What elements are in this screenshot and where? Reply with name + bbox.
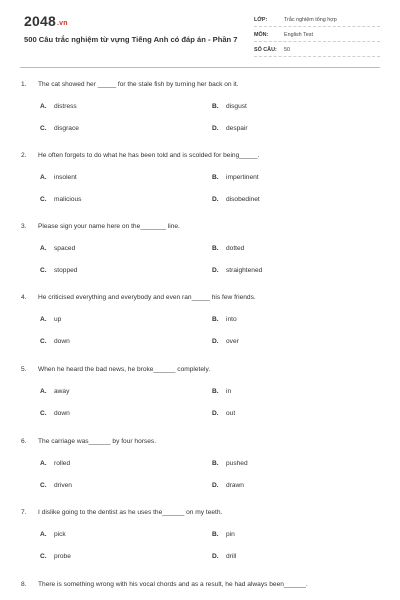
option-a[interactable] [40,531,66,538]
question-text-line [21,223,180,230]
option-text: pick [54,531,66,538]
option-letter: D. [212,553,219,560]
meta-subject-label: MÔN: [254,32,269,38]
question-number: 7. [21,509,27,516]
option-letter: B. [212,388,219,395]
option-letter: B. [212,245,219,252]
option-text: straightened [226,267,263,274]
option-d[interactable] [212,410,235,417]
option-letter: D. [212,338,219,345]
option-letter: B. [212,531,219,538]
option-text: down [54,338,70,345]
site-logo[interactable] [24,13,68,29]
question-text: When he heard the bad news, he broke______ completely. [38,366,211,373]
question-text: There is something wrong with his vocal chords and as a result, he had always been______. [38,581,308,588]
question-text: The cat showed her _____ for the stale fish by turning her back on it. [38,81,239,88]
option-letter: B. [212,460,219,467]
meta-subject-value: English Test [284,32,313,38]
question-number: 4. [21,294,27,301]
option-text: over [226,338,239,345]
question-text: He often forgets to do what he has been told and is scolded for being_____. [38,152,260,159]
option-text: dotted [226,245,245,252]
option-c[interactable] [40,553,71,560]
option-text: drill [226,553,237,560]
option-c[interactable] [40,267,77,274]
option-letter: C. [40,267,47,274]
option-letter: A. [40,460,47,467]
option-d[interactable] [212,338,239,345]
logo-text: 2048 [24,13,56,29]
meta-count-value: 50 [284,47,290,53]
option-letter: A. [40,316,47,323]
option-b[interactable] [212,103,247,110]
option-letter: D. [212,482,219,489]
option-d[interactable] [212,553,236,560]
meta-class-label: LỚP: [254,17,268,23]
option-text: pin [226,531,235,538]
option-a[interactable] [40,103,77,110]
question-number: 8. [21,581,27,588]
question-text-line [21,366,210,373]
option-a[interactable] [40,174,77,181]
option-letter: A. [40,245,47,252]
option-text: out [226,410,236,417]
option-c[interactable] [40,196,81,203]
option-text: insolent [54,174,77,181]
question-text-line [21,581,308,588]
option-letter: B. [212,174,219,181]
option-b[interactable] [212,531,235,538]
question-text-line [21,438,156,445]
meta-subject-row [254,29,380,42]
option-a[interactable] [40,316,61,323]
question-number: 5. [21,366,27,373]
question-number: 2. [21,152,27,159]
option-letter: D. [212,196,219,203]
option-letter: C. [40,553,47,560]
option-text: disobedinet [226,196,260,203]
option-text: despair [226,125,248,132]
option-letter: A. [40,388,47,395]
option-text: pushed [226,460,248,467]
meta-class-value: Trắc nghiệm tổng hợp [284,17,337,23]
option-text: distress [54,103,77,110]
option-letter: A. [40,103,47,110]
question-text-line [21,81,239,88]
option-letter: D. [212,267,219,274]
option-text: spaced [54,245,76,252]
question-text: The carriage was______ by four horses. [38,438,157,445]
option-text: disgrace [54,125,79,132]
option-b[interactable] [212,174,259,181]
option-b[interactable] [212,460,248,467]
option-text: malicious [54,196,82,203]
option-d[interactable] [212,125,248,132]
option-text: drawn [226,482,244,489]
option-text: driven [54,482,72,489]
header-divider [20,67,380,68]
option-d[interactable] [212,196,260,203]
option-c[interactable] [40,482,72,489]
question-text-line [21,152,259,159]
option-text: in [226,388,232,395]
option-a[interactable] [40,388,69,395]
meta-count-label: SỐ CÂU: [254,47,277,53]
question-text: Please sign your name here on the_______ line. [38,223,180,230]
option-c[interactable] [40,125,79,132]
question-number: 6. [21,438,27,445]
question-number: 1. [21,81,27,88]
meta-class-row [254,14,380,27]
option-d[interactable] [212,267,262,274]
option-b[interactable] [212,388,231,395]
page-title: 500 Câu trắc nghiệm từ vựng Tiếng Anh có đáp án - Phần 7 [24,35,238,44]
question-text-line [21,509,222,516]
option-text: down [54,410,70,417]
option-b[interactable] [212,245,244,252]
option-text: into [226,316,237,323]
option-letter: C. [40,482,47,489]
option-text: disgust [226,103,247,110]
option-letter: A. [40,531,47,538]
document-header [0,0,400,66]
option-text: impertinent [226,174,259,181]
option-b[interactable] [212,316,237,323]
option-a[interactable] [40,245,75,252]
question-text: I dislike going to the dentist as he uses the______ on my teeth. [38,509,223,516]
option-c[interactable] [40,410,70,417]
option-letter: A. [40,174,47,181]
option-letter: C. [40,410,47,417]
option-text: up [54,316,62,323]
question-number: 3. [21,223,27,230]
option-text: rolled [54,460,71,467]
logo-suffix: .vn [56,20,68,27]
option-letter: D. [212,125,219,132]
option-d[interactable] [212,482,244,489]
option-letter: B. [212,316,219,323]
meta-count-row [254,44,380,57]
question-text: He criticised everything and everybody and even ran_____ his few friends. [38,294,256,301]
option-a[interactable] [40,460,70,467]
option-letter: C. [40,338,47,345]
option-letter: C. [40,125,47,132]
option-letter: D. [212,410,219,417]
option-text: stopped [54,267,78,274]
option-text: away [54,388,70,395]
option-c[interactable] [40,338,70,345]
option-letter: B. [212,103,219,110]
option-letter: C. [40,196,47,203]
question-text-line [21,294,256,301]
option-text: probe [54,553,71,560]
